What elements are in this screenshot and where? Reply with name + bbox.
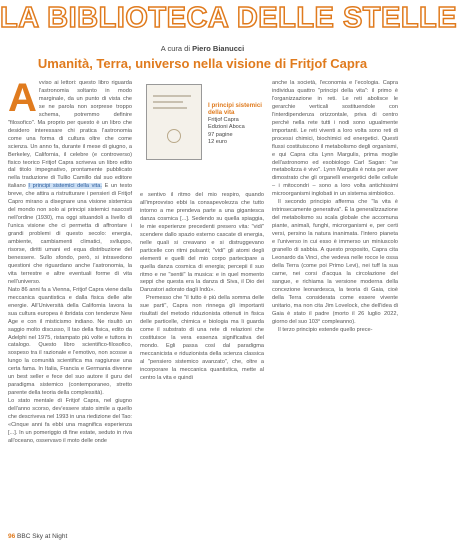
article-title: Umanità, Terra, universo nella visione di Fritjof Capra xyxy=(37,56,368,71)
book-pages: 97 pagine xyxy=(208,131,233,138)
magazine-name: BBC Sky at Night xyxy=(17,533,68,540)
book-info xyxy=(208,102,264,146)
paragraph: Il secondo principio afferma che "la vita è intrinsecamente generativa". È la generalizzazione del metabolismo su scala globale che accomuna piante, animali, funghi, microrganismi e, per certi versi, persino la natura inanimata. l'intero pianeta e l'universo in cui esso è immerso un miniuscolo granello di sabbia. A questo proposito, Capra cita Leonardo da Vinci, che vedeva nelle rocce le ossa della Terra (come poi Primo Levi), nei tuff la sua carne, nei corsi d'acqua la circolazione del sangue, e richiama la versione moderna della concezione leonardesca, la teoria di Gaia, cioè della Terra considerata come essere vivente unitario, ma non cita Jim Lovelock, che dell'idea di Gaia è stato il padre (morto il 26 luglio 2022, giorno del suo 103° compleanno). xyxy=(272,199,398,325)
book-price: 12 euro xyxy=(208,139,227,146)
paragraph: Lo stato mentale di Fritjof Capra, nel giugno dell'anno scorso, dev'essere stato simile a quello che descriveva nel 1993 in una riedizione del Tao: «Cinque anni fa ebbi una magnifica esperienza [...]. In un pomeriggio di fine estate, seduto in riva all'oceano, osservavo il moto delle onde xyxy=(8,398,132,444)
byline-prefix: A cura di xyxy=(160,44,190,53)
book-cover-image xyxy=(146,84,202,160)
text-column-1 xyxy=(8,76,132,534)
book-title-highlight: I principi sistemici della vita. xyxy=(28,183,102,190)
book-publisher: Edizioni Aboca xyxy=(208,124,245,131)
byline xyxy=(0,44,405,53)
byline-author: Piero Bianucci xyxy=(192,44,245,53)
book-title-line1: I principi sistemici xyxy=(208,102,262,109)
text-column-2 xyxy=(140,192,264,534)
text-column-3 xyxy=(272,80,398,534)
paragraph: anche la società, l'economia e l'ecologia. Capra individua quattro "principi della vita": il primo è l'organizzazione in reti. Le reti abolisce le gerarchie verticali sostituendole con l'interdipendenza orizzontale, priva di centro perché nella rete tutti i nodi sono ugualmente importanti. Le reti viventi a loro volta sono reti di processi chimici, biochimici ed energetici. Questi flussi costituiscono il metabolismo degli organismi, e qui Capra cita Lynn Margulis, prima moglie dell'astronomo ed esobiologo Carl Sagan: "se metabolizza è vivo". Lynn Margulis è nota per aver dimostrato che gli organelli energetici delle cellule – i mitocondri – sono a loro volta antichissimi microorganismi inglobati in un sistema simbiotico. xyxy=(272,80,398,198)
page-footer xyxy=(8,533,67,540)
paragraph: Premesso che "il tutto è più della somma delle sue parti", Capra non rinnega gli importanti risultati del metodo riduzionista ottenuti in fisica delle particelle, chimica e biologia ma li guarda come il substrato di una rete di relazioni che costituisce la vera essenza significativa del mondo. Egli passa così dal paradigma meccanicista e riduzionista della scienza classica al "pensiero sistemico avanzato", che, oltre a incorporare la meccanica quantistica, mette al centro la vita e quindi xyxy=(140,295,264,381)
book-author: Fritjof Capra xyxy=(208,116,239,123)
cover-emblem-icon xyxy=(167,129,181,143)
paragraph: e sentivo il ritmo del mio respiro, quando all'improvviso ebbi la consapevolezza che tutto intorno a me prendeva parte a una gigantesca danza cosmica [...]. Sedendo su quella spiaggia, le mie esperienze precedenti presero vita: "vidi" scendere dallo spazio esterno cascate di energia, nelle quali si creavano e si distruggevano particelle con ritmi pulsanti; "vidi" gli atomi degli elementi e quelli del mio corpo partecipare a quella danza cosmica di energia; percepii il suo ritmo e ne "sentii" la musica: e in quel momento seppi che questa era la danza di Siva, il Dio dei Danzatori adorato dagli Indù». xyxy=(140,192,264,294)
paragraph-text: E un testo breve, che attira a ristrutturare i pensieri di Fritjof Capro mirano a disegnare una visione sistemica del mondo non solo ai principi sistemici nascosti nell'ordine (1930), ma oggi situandoli a livello di l'unica visione che ci permetta di affrontare i grandi problemi di questo secolo: energia, ambiente, cambiamenti climatici, sviluppo, risorse, diritti umani ed equa distribuzione del benessere. Sullo sfondo, però, si intravedono questioni che riguardano anche l'astronomia, la vita terrestre e altre eventuali forme di vita nell'universo. xyxy=(8,183,132,285)
paragraph-text: Avviso ai lettori: questo libro riguarda l'astronomia soltanto in modo marginale, da un punto di vista che se ne parola non sorprese troppo schema, potremmo definire "filosofico". Ma proprio per questo è un libro che desidero interessare chi pratica l'astronomia come una forma di cultura oltre che come scienza. Un anno fa, durante il mese di giugno, a Berkeley, California, il celebre (e controverso) fisico teorico Fritjof Capra scriveva un libro edito dal titolo impegnativo, prontamente pubblicato nella traduzione di Tullio Camillo dal suo editore italiano xyxy=(8,76,132,190)
book-title-line2: della vita xyxy=(208,109,235,117)
paragraph: Il terzo principio estende quello prece- xyxy=(278,326,373,333)
page-number: 96 xyxy=(8,533,16,540)
paragraph xyxy=(8,76,132,287)
book-card xyxy=(140,80,264,188)
section-header-title: LA BIBLIOTECA DELLE STELLE xyxy=(0,2,457,34)
paragraph: Nato 86 anni fa a Vienna, Fritjof Capra viene dalla meccanica quantistica e dalla fisica delle alte energie. All'Università della California lavora la sua cultura europea è ibridata con tendenze New Age e con il misticismo indiano. Ne risultò un saggio molto discusso, Il tao della fisica, edito da Adelphi nel 1975, ristampato più volte e tuttora in catalogo. Questo libro scientifico-filosofico, sospeso tra il razionale e l'emotivo, non scosse a lungo la comunità scientifica ma raggiunse una certa fama. In Italia, Francia e Germania divenne un best seller e fece del suo autore il guru del paradigma sistemico (contemporaneo, stretto parente della teoria della complessità). xyxy=(8,286,132,397)
